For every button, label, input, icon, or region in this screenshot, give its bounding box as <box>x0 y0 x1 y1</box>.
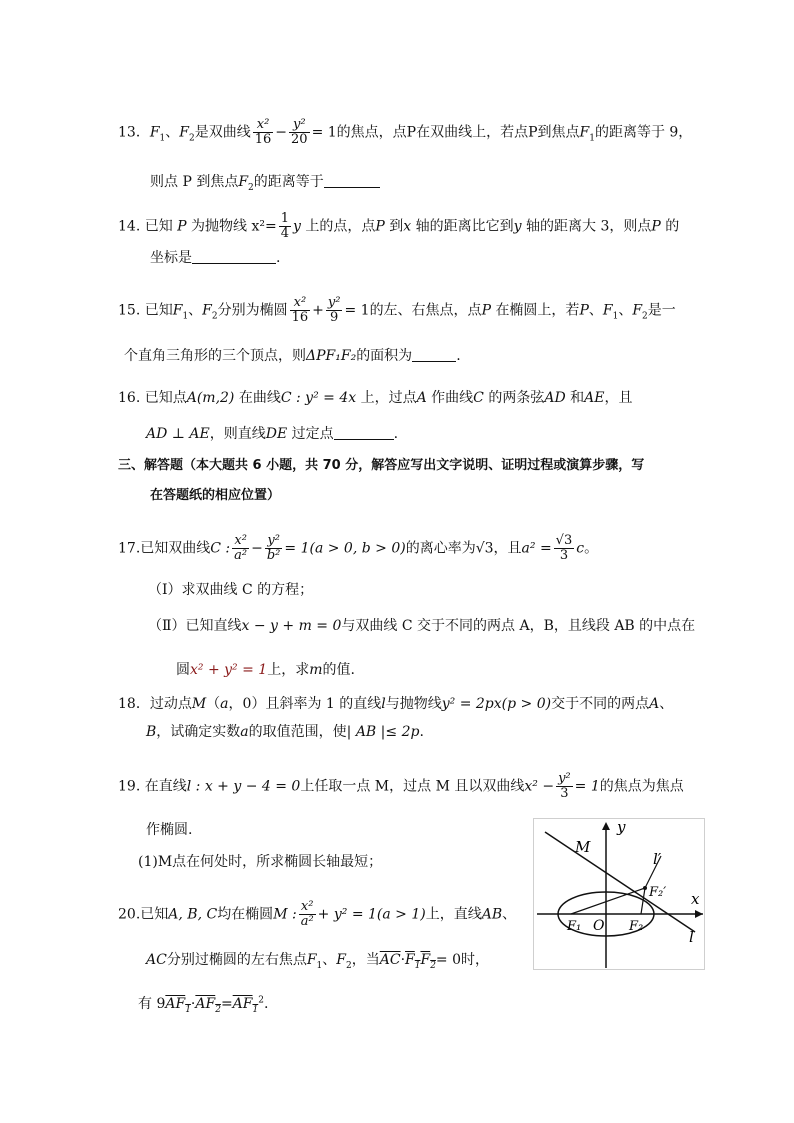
question-15-line-1: 15. 已知$F_1$、$F_2$分别为椭圆 $\frac{\text{x²}}{16}$ + $\frac{\text{y²}}{9}$ = 1的左、右焦点，点P 在椭圆上，若P、$F_1$、$F_2$是一 <box>118 295 676 325</box>
question-17-line-1: 17.已知双曲线C : $\frac{\text{x²}}{\text{a²}}$ − $\frac{\text{y²}}{\text{b²}}$ = 1(a > 0, b > 0)的离心率为√3，且a² = $\frac{√3}{3}$ c。 <box>118 533 599 563</box>
answer-blank-15[interactable] <box>412 347 456 362</box>
fraction-y2-20: $\frac{\text{y²}}{20}$ <box>291 117 308 147</box>
question-20-line-1: 20.已知A, B, C均在椭圆M : $\frac{\text{x²}}{\text{a²}}$ + y² = 1(a > 1)上，直线AB、 <box>118 899 517 929</box>
answer-blank-14[interactable] <box>192 249 276 264</box>
question-17-part-2: （Ⅱ）已知直线x − y + m = 0与双曲线 C 交于不同的两点 A，B，且线段 AB 的中点在 <box>148 618 696 634</box>
question-13-line-2: 则点 P 到焦点$F_2$的距离等于 <box>150 172 380 192</box>
x-axis-arrow <box>695 910 703 918</box>
question-15-line-2: 个直角三角形的三个顶点，则ΔPF₁F₂的面积为 . <box>124 348 461 364</box>
y-axis-arrow <box>602 822 610 830</box>
answer-blank-13[interactable] <box>324 173 380 188</box>
ellipse-diagram <box>533 818 705 970</box>
question-16-line-2: AD ⊥ AE，则直线DE 过定点 . <box>146 426 399 442</box>
question-19-line-1: 19. 在直线l : x + y − 4 = 0上任取一点 M，过点 M 且以双曲线x² − $\frac{\text{y²}}{3}$ = 1的焦点为焦点 <box>118 771 684 801</box>
line-l <box>545 832 695 932</box>
fraction-x2-16: $\frac{\text{x²}}{16}$ <box>254 117 272 147</box>
question-17-part-1: （Ⅰ）求双曲线 C 的方程； <box>148 582 314 598</box>
label-F2-prime: F₂′ <box>649 885 667 900</box>
point-f2-prime <box>643 886 647 890</box>
label-l-prime: l′ <box>653 850 662 868</box>
label-F1: F₁ <box>567 919 582 934</box>
fraction-x2-16: $\frac{\text{x²}}{16}$ <box>291 295 309 325</box>
label-O: O <box>593 918 605 934</box>
question-17-part-2-line-2: 圆x² + y² = 1上，求m的值. <box>176 662 355 678</box>
question-19-part-1: (1)M点在何处时，所求椭圆长轴最短； <box>138 854 383 870</box>
label-x: x <box>691 890 700 908</box>
answer-blank-16[interactable] <box>334 425 394 440</box>
section-3-heading-line-2: 在答题纸的相应位置） <box>150 488 281 503</box>
question-20-line-3: 有 $9AF_1\cdot AF_2=AF_1^2$. <box>138 995 269 1015</box>
question-18-line-2: B，试确定实数a的取值范围，使| AB |≤ 2p. <box>146 724 424 740</box>
fraction-y2-9: $\frac{\text{y²}}{9}$ <box>327 295 341 325</box>
question-20-line-2: AC分别过椭圆的左右焦点$F_1$、$F_2$，当$\overline{AC}\cdot F_1F_2= 0$时， <box>146 952 490 971</box>
section-3-heading: 三、解答题（本大题共 6 小题，共 70 分，解答应写出文字说明、证明过程或演算步骤，写 <box>118 458 645 473</box>
question-18-line-1: 18．过动点M（a，0）且斜率为 1 的直线l与抛物线y² = 2px(p > 0)交于不同的两点A、 <box>118 696 674 712</box>
label-F2: F₂ <box>629 919 644 934</box>
label-M: M <box>575 838 591 856</box>
label-y: y <box>617 818 626 836</box>
question-14-line-1: 14. 已知 P 为抛物线 x²= $\frac{1}{4}$ y 上的点，点P 到x 轴的距离比它到y 轴的距离大 3，则点P 的 <box>118 211 680 241</box>
question-16-line-1: 16. 已知点A(m,2) 在曲线C : y² = 4x 上，过点A 作曲线C 的两条弦AD 和AE，且 <box>118 390 633 406</box>
question-19-line-2: 作椭圆. <box>146 822 193 838</box>
fraction-1-4: $\frac{1}{4}$ <box>280 211 290 241</box>
label-l: l <box>689 928 694 946</box>
question-14-line-2: 坐标是 . <box>150 250 281 266</box>
question-13-line-1: 13．$F_1$、$F_2$是双曲线 $\frac{\text{x²}}{16}$ − $\frac{\text{y²}}{20}$ = 1的焦点，点P在双曲线上，若点P到焦点$F_1$的距离等于 9， <box>118 117 693 147</box>
